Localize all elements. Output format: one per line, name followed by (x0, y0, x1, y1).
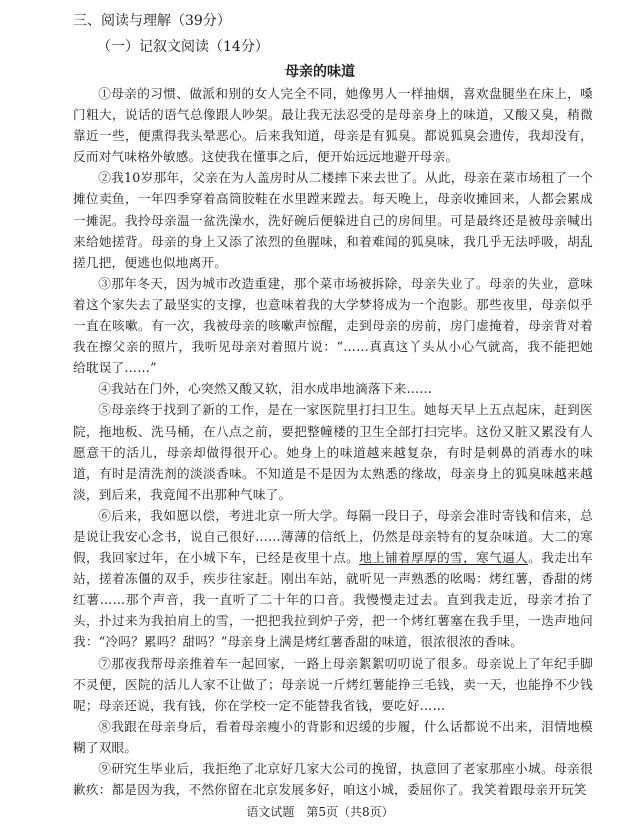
paragraph-6 (73, 505, 593, 653)
article-body (73, 83, 593, 800)
paragraph-2: ②我10岁那年，父亲在为人盖房时从二楼摔下来去世了。从此，母亲在菜市场租了一个摊位卖鱼，一年四季穿着高筒胶鞋在水里蹚来蹚去。每天晚上，母亲收摊回来，人都会累成一摊泥。我拎母亲温一盆洗澡水，洗好碗后便躲进自己的房间里。可是最终还是被母亲喊出来给她搓背。母亲的身上又添了浓烈的鱼腥味，和着难闻的狐臭味，我几乎无法呼吸，胡乱搓几把，便逃也似地离开。 (73, 170, 593, 270)
underlined-sentence: 地上铺着厚厚的雪，寒气逼人 (359, 550, 529, 566)
paragraph-6-part-1: ⑥后来，我如愿以偿，考进北京一所大学。每隔一段日子，母亲会准时寄钱和信来，总是说让我安心念书，说自己很好……薄薄的信纸上，仍然是母亲特有的复杂味道。大二的寒假，我回家过年，在小城下车，已经是夜里十点。 (73, 507, 593, 566)
paragraph-8: ⑧我跟在母亲身后，看着母亲瘦小的背影和迟缓的步履，什么话都说不出来，泪情地模糊了双眼。 (73, 718, 593, 755)
page-footer: 语文试题 第5页（共8页） (246, 805, 394, 819)
paragraph-6-part-2: 。我走出车站，搓着冻僵的双手，疾步往家赶。刚出车站，就听见一声熟悉的吆喝：烤红薯，香甜的烤红薯……那个声音，我一直听了二十年的口音。我慢慢走过去。直到我走近，母亲才抬了头，扑过来为我拍肩上的雪，一把把我拉到炉子旁，把一个烤红薯塞在我手里，一迭声地问我：“冷吗？累吗？甜吗？”母亲身上满是烤红薯香甜的味道，很浓很浓的香味。 (73, 550, 594, 650)
paragraph-9: ⑨研究生毕业后，我拒绝了北京好几家大公司的挽留，执意回了老家那座小城。母亲很歉疚：都是因为我，不然你留在北京发展多好，咱这小城，委屈你了。我笑着跟母亲开玩笑 (73, 761, 593, 798)
paragraph-3: ③那年冬天，因为城市改造重建，那个菜市场被拆除，母亲失业了。母亲的失业，意味着这个家失去了最坚实的支撑，也意味着我的大学梦将成为一个泡影。那些夜里，母亲似乎一直在咳嗽。有一次，我被母亲的咳嗽声惊醒，走到母亲的房前，房门虚掩着，母亲背对着我在擦父亲的照片，我听见母亲对着照片说：“……真真这丫头从小心气就高，我不能把她给耽误了……” (73, 275, 593, 376)
section-title: 三、阅读与理解（39分） (73, 13, 231, 29)
article-title: 母亲的味道 (285, 64, 355, 80)
subsection-title: （一）记叙文阅读（14分） (97, 39, 269, 55)
paragraph-1: ①母亲的习惯、做派和别的女人完全不同，她像男人一样抽烟，喜欢盘腿坐在床上，嗓门粗大，说话的语气总像跟人吵架。最让我无法忍受的是母亲身上的味道，又酸又臭，稍微靠近一些，便熏得我头晕恶心。后来我知道，母亲是有狐臭。都说狐臭会遗传，我却没有，反而对气味格外敏感。这使我在懂事之后，便开始远远地避开母亲。 (73, 86, 593, 165)
paragraph-7: ⑦那夜我帮母亲推着车一起回家，一路上母亲絮絮叨叨说了很多。母亲说上了年纪手脚不灵便，医院的活儿人家不让做了；母亲说一斤烤红薯能挣三毛钱，卖一天，也能挣不少钱呢；母亲还说，我有钱，你在学校一定不能替我省钱，要吃好…… (73, 655, 593, 713)
paragraph-4: ④我站在门外，心突然又酸又软，泪水成串地滴落下来…… (98, 381, 433, 397)
paragraph-5: ⑤母亲终于找到了新的工作，是在一家医院里打扫卫生。她每天早上五点起床，赶到医院，拖地板、洗马桶，在八点之前，要把整幢楼的卫生全部打扫完毕。这份又脏又累没有人愿意干的活儿，母亲却做得很开心。她身上的味道越来越复杂，有时是刺鼻的消毒水的味道，有时是清洗剂的淡淡香味。不知道是不是因为太熟悉的缘故，母亲身上的狐臭味越来越淡，到后来，我竟闻不出那种气味了。 (73, 402, 593, 502)
